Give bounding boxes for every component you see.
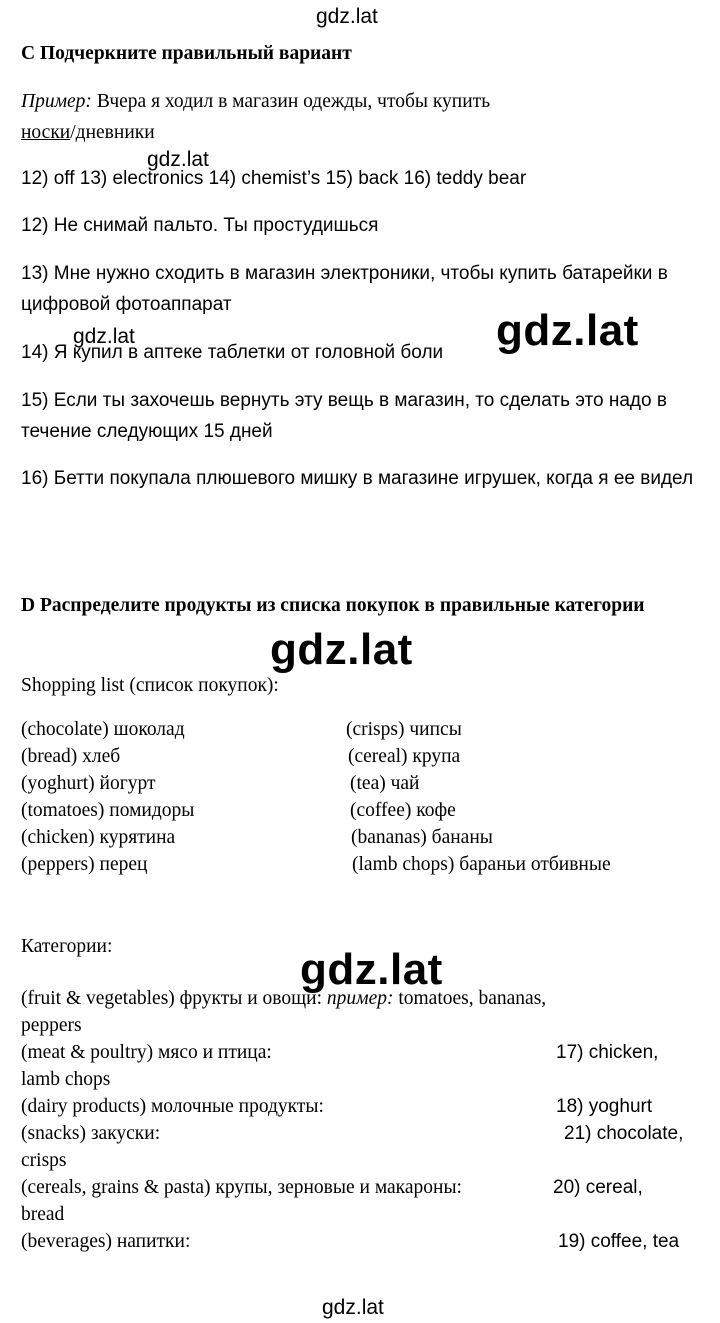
category-label: (fruit & vegetables) фрукты и овощи: [21, 988, 327, 1009]
category-answer: 19) coffee, tea [558, 1231, 680, 1252]
category-answer: 18) yoghurt [556, 1096, 653, 1117]
example-underlined-word: носки [21, 122, 71, 143]
category-label: (meat & poultry) мясо и птица: [21, 1042, 272, 1063]
category-snacks [21, 1120, 701, 1147]
section-c-heading: C Подчеркните правильный вариант [21, 43, 352, 64]
list-item-left: (tomatoes) помидоры [21, 800, 195, 821]
list-row [21, 824, 701, 851]
list-item-right: (bananas) бананы [351, 827, 493, 848]
list-item-right: (lamb chops) бараньи отбивные [352, 854, 611, 875]
list-row [21, 797, 701, 824]
category-answer: 21) chocolate, [564, 1123, 684, 1144]
list-item-right: (coffee) кофе [350, 800, 456, 821]
category-meat [21, 1039, 701, 1066]
list-item-right: (cereal) крупа [348, 746, 461, 767]
example-text: Вчера я ходил в магазин одежды, чтобы купить [91, 91, 491, 112]
category-meat-cont: lamb chops [21, 1069, 111, 1090]
sentence-14: 14) Я купил в аптеке таблетки от головной боли [21, 342, 444, 363]
list-item-right: (tea) чай [350, 773, 420, 794]
category-cereals [21, 1174, 701, 1201]
list-row [21, 743, 701, 770]
shopping-list-title: Shopping list (список покупок): [21, 675, 279, 696]
example-label: Пример: [21, 91, 92, 112]
list-item-left: (chocolate) шоколад [21, 719, 185, 740]
category-fruit [21, 985, 701, 1012]
sentence-13: 13) Мне нужно сходить в магазин электроники, чтобы купить батарейки в цифровой фотоаппарат [21, 263, 668, 315]
sentence-12: 12) Не снимай пальто. Ты простудишься [21, 215, 379, 236]
watermark-big3: gdz.lat [300, 945, 443, 994]
list-row [21, 716, 701, 743]
category-answer: 20) cereal, [553, 1177, 643, 1198]
watermark-big1: gdz.lat [496, 306, 639, 355]
list-item-left: (bread) хлеб [21, 746, 121, 767]
watermark-big2: gdz.lat [270, 625, 413, 674]
example-paragraph [21, 86, 701, 148]
sentence-16: 16) Бетти покупала плюшевого мишку в магазине игрушек, когда я ее видел [21, 468, 694, 489]
category-label: (dairy products) молочные продукты: [21, 1096, 324, 1117]
watermark-top: gdz.lat [316, 5, 378, 28]
category-label: (cereals, grains & pasta) крупы, зерновые и макароны: [21, 1177, 462, 1198]
sentence-15: 15) Если ты захочешь вернуть эту вещь в магазин, то сделать это надо в течение следующих 15 дней [21, 390, 667, 442]
list-item-left: (peppers) перец [21, 854, 148, 875]
list-row [21, 770, 701, 797]
category-label: (beverages) напитки: [21, 1231, 191, 1252]
category-label: (snacks) закуски: [21, 1123, 161, 1144]
list-item-right: (crisps) чипсы [346, 719, 462, 740]
category-dairy [21, 1093, 701, 1120]
answers-line: 12) off 13) electronics 14) chemist’s 15) back 16) teddy bear [21, 168, 527, 189]
list-row [21, 851, 701, 878]
watermark-mid1: gdz.lat [147, 148, 209, 171]
list-item-left: (chicken) курятина [21, 827, 176, 848]
example-rest: /дневники [70, 122, 155, 143]
category-answer: tomatoes, bananas, [393, 988, 547, 1009]
category-example-label: пример: [326, 988, 394, 1009]
watermark-bottom: gdz.lat [322, 1296, 384, 1319]
watermark-mid2: gdz.lat [73, 325, 135, 348]
category-beverages [21, 1228, 701, 1255]
section-d-heading: D Распределите продукты из списка покупок в правильные категории [21, 595, 645, 616]
list-item-left: (yoghurt) йогурт [21, 773, 156, 794]
categories-title: Категории: [21, 936, 113, 957]
category-fruit-cont: peppers [21, 1015, 82, 1036]
category-answer: 17) chicken, [556, 1042, 659, 1063]
category-cereals-cont: bread [21, 1204, 65, 1225]
category-snacks-cont: crisps [21, 1150, 67, 1171]
